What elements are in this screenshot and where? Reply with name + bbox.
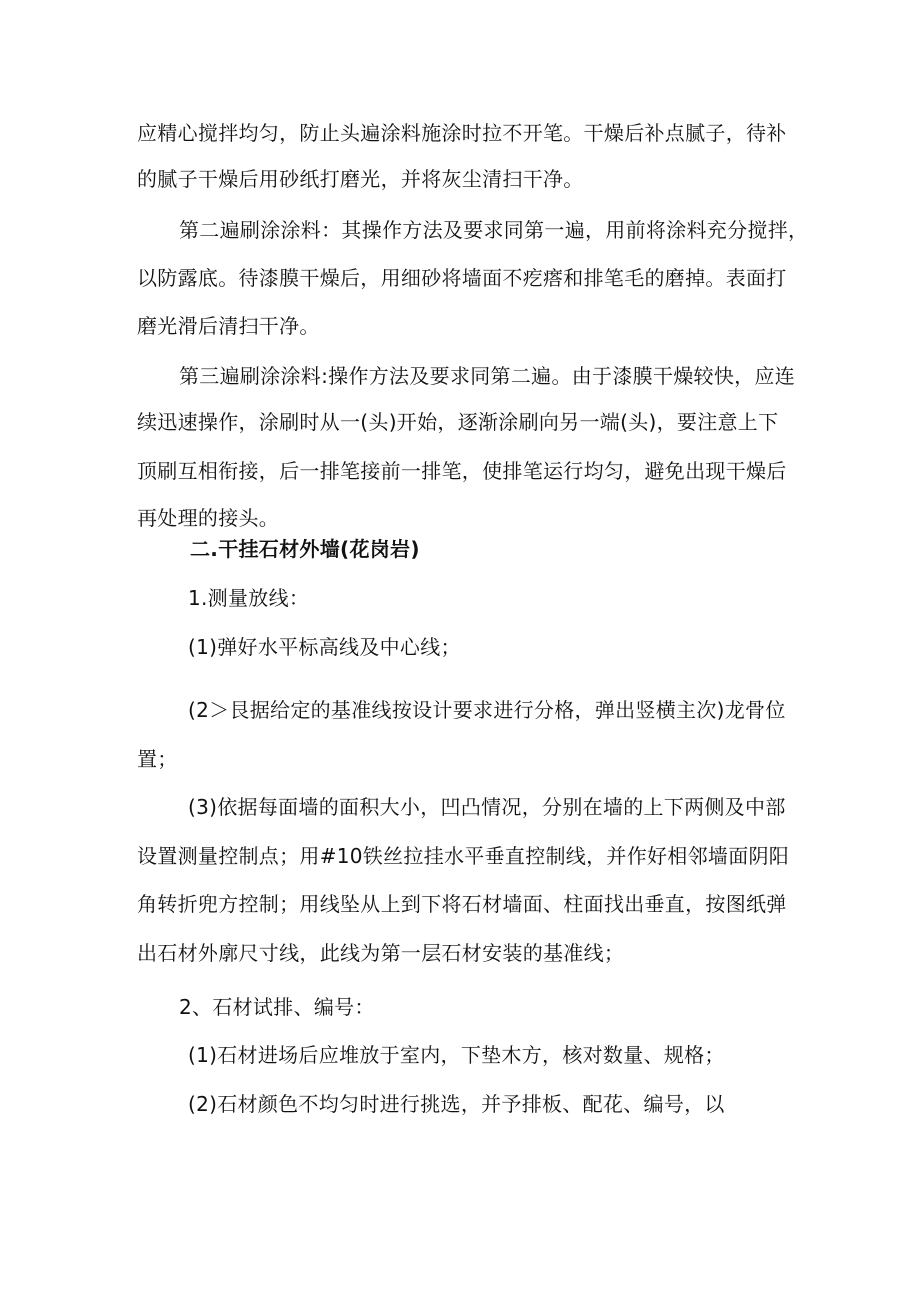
text-line-11: 1.测量放线：	[188, 586, 310, 610]
text-line-13: (2＞艮据给定的基准线按设计要求进行分格，弹出竖横主次)龙骨位	[188, 698, 786, 722]
text-line-18: 出石材外廓尺寸线，此线为第一层石材安装的基准线；	[137, 941, 625, 965]
text-line-20: (1)石材进场后应堆放于室内，下垫木方，核对数量、规格；	[188, 1043, 725, 1067]
text-line-4: 以防露底。待漆膜干燥后，用细砂将墙面不疙瘩和排笔毛的磨掉。表面打	[137, 266, 787, 290]
text-line-21: (2)石材颜色不均匀时进行挑选，并予排板、配花、编号，以	[188, 1092, 725, 1116]
text-line-6: 第三遍刷涂涂料:操作方法及要求同第二遍。由于漆膜干燥较快，应连	[179, 364, 796, 388]
text-line-14: 置；	[137, 747, 178, 771]
text-line-5: 磨光滑后清扫干净。	[137, 314, 320, 338]
text-line-19: 2、石材试排、编号：	[179, 995, 375, 1019]
text-line-15: (3)依据每面墙的面积大小，凹凸情况，分别在墙的上下两侧及中部	[188, 795, 786, 819]
section-heading: 二.干挂石材外墙(花岗岩)	[190, 537, 420, 561]
text-line-2: 的腻子干燥后用砂纸打磨光，并将灰尘清扫干净。	[137, 167, 584, 191]
text-line-8: 顶刷互相衔接，后一排笔接前一排笔，使排笔运行均匀，避免出现干燥后	[137, 459, 787, 483]
text-line-3: 第二遍刷涂涂料：其操作方法及要求同第一遍，用前将涂料充分搅拌，	[179, 218, 809, 242]
text-line-17: 角转折兜方控制；用线坠从上到下将石材墙面、柱面找出垂直，按图纸弹	[137, 892, 787, 916]
text-line-7: 续迅速操作，涂刷时从一(头)开始，逐渐涂刷向另一端(头)，要注意上下	[137, 410, 779, 434]
text-line-16: 设置测量控制点；用#10铁丝拉挂水平垂直控制线，并作好相邻墙面阴阳	[137, 844, 790, 868]
text-line-12: (1)弹好水平标高线及中心线；	[188, 635, 461, 659]
text-line-1: 应精心搅拌均匀，防止头遍涂料施涂时拉不开笔。干燥后补点腻子，待补	[137, 121, 787, 145]
text-line-9: 再处理的接头。	[137, 506, 280, 530]
